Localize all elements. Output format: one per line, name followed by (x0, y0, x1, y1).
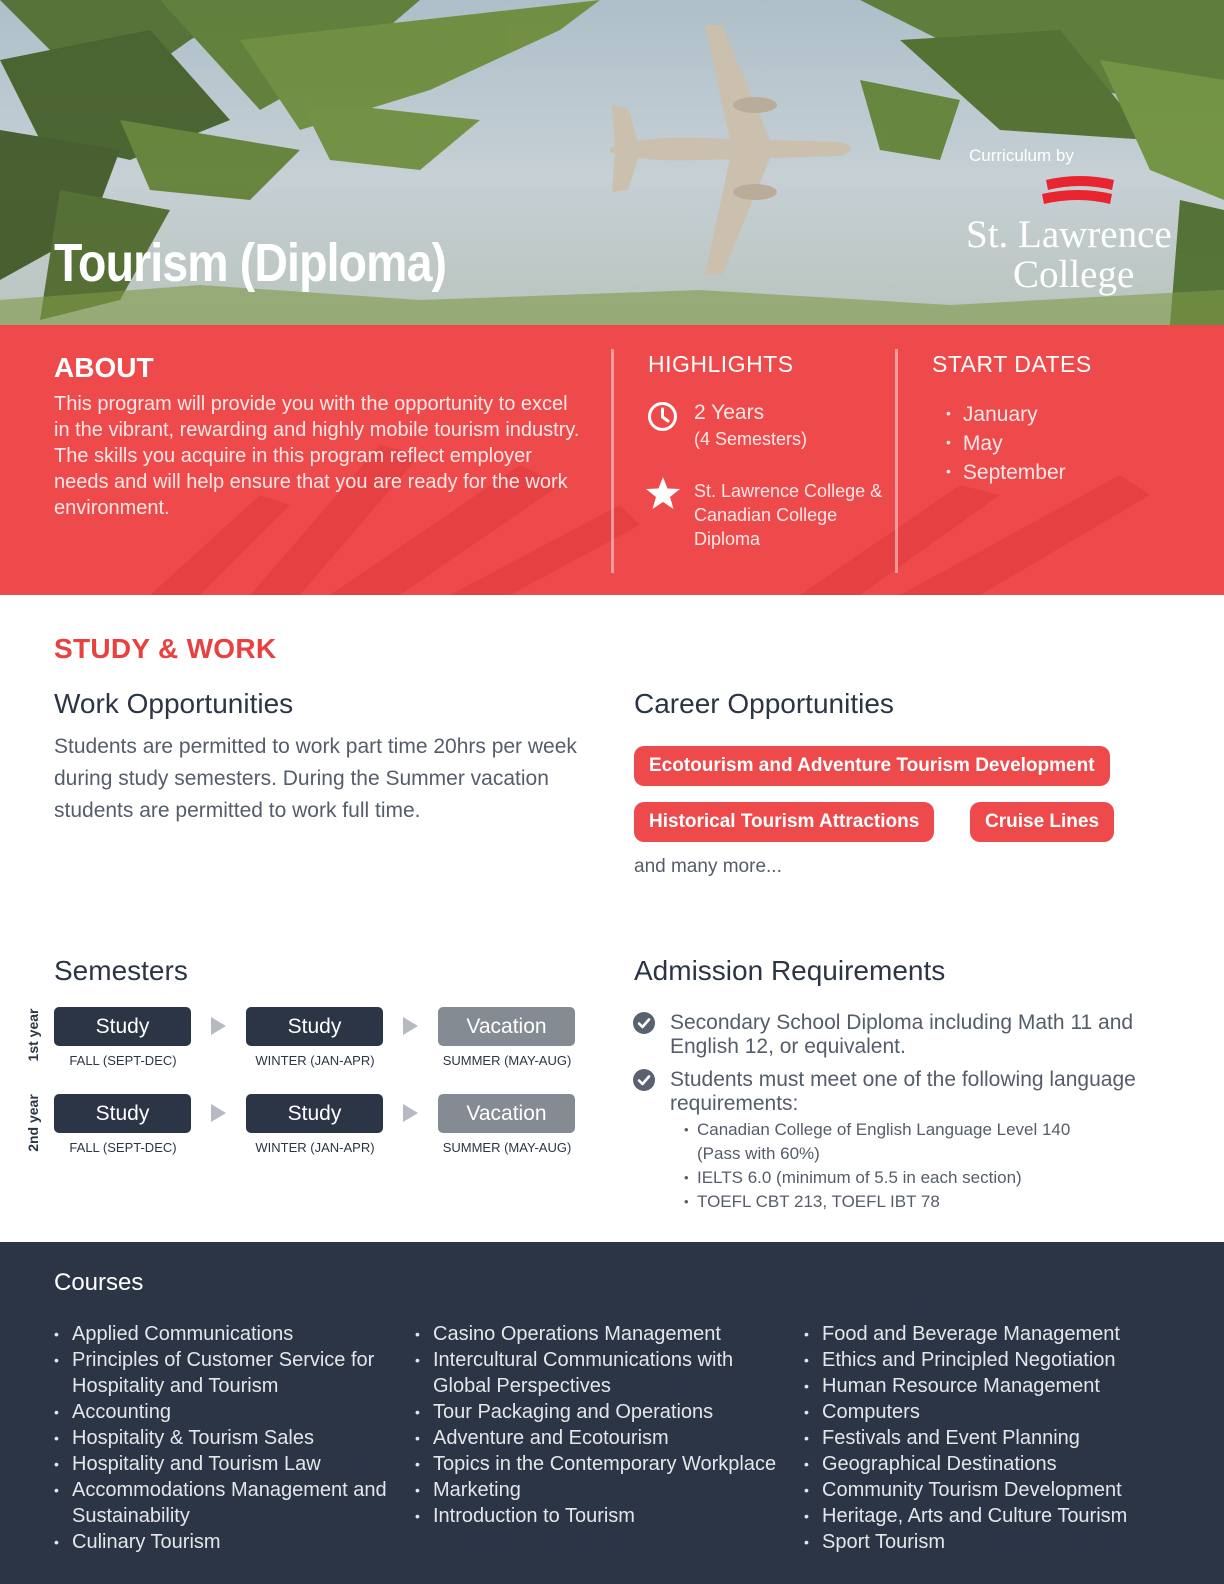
course-item: • Festivals and Event Planning (804, 1425, 1204, 1451)
language-requirement-item: • Canadian College of English Language Level 140 (684, 1118, 1070, 1142)
more-careers-text: and many more... (634, 856, 782, 877)
course-item: • Accounting (54, 1399, 394, 1425)
clock-icon (647, 401, 678, 432)
course-item: • Applied Communications (54, 1321, 394, 1347)
semesters-heading: Semesters (54, 955, 188, 986)
semester-caption: WINTER (JAN-APR) (255, 1053, 375, 1068)
admission-requirement: Secondary School Diploma including Math 11 and English 12, or equivalent. (670, 1011, 1134, 1058)
course-item: • Intercultural Communications with Global Perspectives (415, 1347, 795, 1399)
arrow-right-icon (403, 1017, 418, 1035)
semester-box: Vacation (438, 1094, 575, 1133)
course-item: • Hospitality and Tourism Law (54, 1451, 394, 1477)
career-tag: Ecotourism and Adventure Tourism Development (634, 746, 1110, 786)
study-work-heading: STUDY & WORK (54, 633, 277, 664)
about-heading: ABOUT (54, 352, 154, 383)
hero-banner (0, 0, 1224, 325)
start-date-item: • May (946, 430, 1066, 459)
start-dates-heading: START DATES (932, 351, 1092, 377)
about-text: This program will provide you with the opportunity to excel in the vibrant, rewarding and highly mobile tourism industry. The skills you acquire in this program reflect employer needs and will help ensure that you are ready for the work environment. (54, 393, 580, 519)
work-opportunities-heading: Work Opportunities (54, 688, 294, 719)
work-opportunities-text: Students are permitted to work part time 20hrs per week during study semesters. During the Summer vacation students are permitted to work full time. (54, 735, 577, 822)
duration-semesters: (4 Semesters) (694, 429, 808, 449)
course-item: • Tour Packaging and Operations (415, 1399, 795, 1425)
course-item: • Accommodations Management and Sustainability (54, 1477, 394, 1529)
start-dates-list (946, 401, 1066, 488)
admission-heading: Admission Requirements (634, 955, 946, 986)
course-item: • Topics in the Contemporary Workplace (415, 1451, 795, 1477)
semester-box: Study (246, 1094, 383, 1133)
course-item: • Principles of Customer Service for Hospitality and Tourism (54, 1347, 394, 1399)
divider (611, 349, 614, 573)
language-requirement-item: • IELTS 6.0 (minimum of 5.5 in each section) (684, 1166, 1070, 1190)
curriculum-by-label: Curriculum by (969, 146, 1074, 165)
course-item: • Community Tourism Development (804, 1477, 1204, 1503)
courses-column-2 (415, 1321, 795, 1529)
year-label: 1st year (25, 1008, 41, 1062)
page-title: Tourism (Diploma) (54, 233, 447, 293)
college-name-line2: College (1013, 253, 1135, 296)
duration-years: 2 Years (694, 401, 765, 424)
courses-column-1 (54, 1321, 394, 1555)
course-item: • Geographical Destinations (804, 1451, 1204, 1477)
start-date-item: • September (946, 459, 1066, 488)
courses-section (0, 1242, 1224, 1584)
course-item: • Ethics and Principled Negotiation (804, 1347, 1204, 1373)
course-item: • Computers (804, 1399, 1204, 1425)
semester-caption: WINTER (JAN-APR) (255, 1140, 375, 1155)
course-item: • Culinary Tourism (54, 1529, 394, 1555)
course-item: • Heritage, Arts and Culture Tourism (804, 1503, 1204, 1529)
semester-box: Study (54, 1094, 191, 1133)
check-circle-icon (633, 1012, 655, 1034)
start-date-item: • January (946, 401, 1066, 430)
course-item: • Adventure and Ecotourism (415, 1425, 795, 1451)
arrow-right-icon (211, 1104, 226, 1122)
st-lawrence-logo-icon (1040, 174, 1120, 208)
language-requirements-list (684, 1118, 1070, 1214)
college-name-line1: St. Lawrence (966, 213, 1172, 256)
semester-caption: FALL (SEPT-DEC) (69, 1140, 177, 1155)
admission-requirement: Students must meet one of the following language requirements: (670, 1068, 1136, 1115)
course-item: • Hospitality & Tourism Sales (54, 1425, 394, 1451)
arrow-right-icon (403, 1104, 418, 1122)
career-tag: Cruise Lines (970, 802, 1114, 842)
language-requirement-item: • TOEFL CBT 213, TOEFL IBT 78 (684, 1190, 1070, 1214)
career-tag: Historical Tourism Attractions (634, 802, 934, 842)
semester-box: Study (246, 1007, 383, 1046)
semester-caption: FALL (SEPT-DEC) (69, 1053, 177, 1068)
courses-heading: Courses (54, 1269, 144, 1296)
course-item: • Casino Operations Management (415, 1321, 795, 1347)
diploma-text: St. Lawrence College & Canadian College Diploma (694, 481, 883, 549)
semester-caption: SUMMER (MAY-AUG) (442, 1053, 572, 1068)
arrow-right-icon (211, 1017, 226, 1035)
course-item: • Human Resource Management (804, 1373, 1204, 1399)
highlights-heading: HIGHLIGHTS (648, 351, 794, 377)
courses-column-3 (804, 1321, 1204, 1555)
star-icon (645, 476, 681, 510)
course-item: • Food and Beverage Management (804, 1321, 1204, 1347)
semester-caption: SUMMER (MAY-AUG) (442, 1140, 572, 1155)
airplane-image (610, 25, 851, 275)
career-opportunities-heading: Career Opportunities (634, 688, 894, 719)
check-circle-icon (633, 1069, 655, 1091)
language-requirement-note: (Pass with 60%) (697, 1144, 820, 1163)
info-band (0, 325, 1224, 595)
course-item: • Marketing (415, 1477, 795, 1503)
semester-box: Study (54, 1007, 191, 1046)
course-item: • Sport Tourism (804, 1529, 1204, 1555)
course-item: • Introduction to Tourism (415, 1503, 795, 1529)
divider (895, 349, 898, 573)
semester-box: Vacation (438, 1007, 575, 1046)
year-label: 2nd year (25, 1094, 41, 1152)
